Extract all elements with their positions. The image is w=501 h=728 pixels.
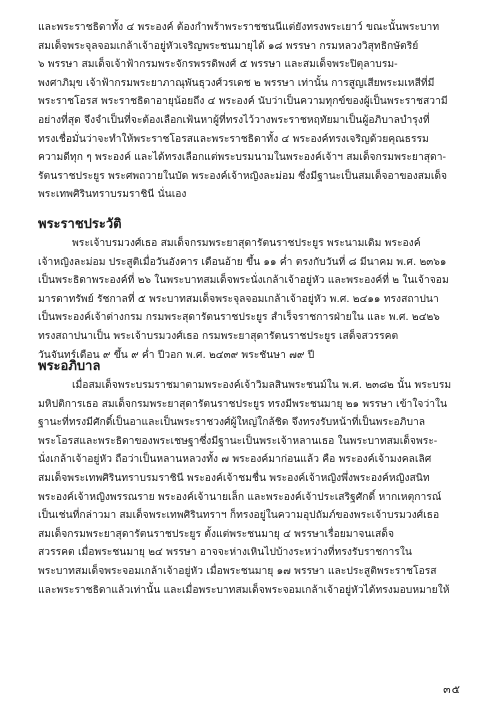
text-line: ทรงสถาปนาเป็น พระเจ้าบรมวงศ์เธอ กรมพระยาสุดารัตนราชประยูร เสด็จสวรรคต xyxy=(38,329,399,342)
page-number: ๓๕ xyxy=(443,683,461,696)
text-line: มารดาทรัพย์ รัชกาลที่ ๕ พระบาทสมเด็จพระจุลจอมเกล้าเจ้าอยู่หัว พ.ศ. ๒๔๑๑ ทรงสถาปนา xyxy=(38,292,439,305)
text-line: ๖ พรรษา สมเด็จเจ้าฟ้ากรมพระจักรพรรดิพงศ์ ๕ พรรษา และสมเด็จพระปิตุลาบรม- xyxy=(38,58,398,71)
text-line: สมเด็จกรมพระยาสุดารัตนราชประยูร ตั้งแต่พระชนมายุ ๔ พรรษาเรื่อยมาจนเสด็จ xyxy=(38,527,394,540)
text-line: ฐานะที่ทรงมีศักดิ์เป็นอาและเป็นพระราชวงศ์ผู้ใหญ่ใกล้ชิด จึงทรงรับหน้าที่เป็นพระอภิบาล xyxy=(38,416,426,429)
text-line: อย่างที่สุด จึงจำเป็นที่จะต้องเลือกเฟ้นหาผู้ที่ทรงไว้วางพระราชหฤทัยมาเป็นผู้อภิบาลบำรุงที่ xyxy=(38,113,430,126)
text-line: เป็นพระองค์เจ้าต่างกรม กรมพระสุดารัตนราชประยูร สำเร็จราชการฝ่ายใน และ พ.ศ. ๒๔๒๖ xyxy=(38,311,440,324)
text-line: เป็นเช่นที่กล่าวมา สมเด็จพระเทพศิรินทราฯ ก็ทรงอยู่ในความอุปถัมภ์ของพระเจ้าบรมวงศ์เธอ xyxy=(38,509,440,522)
text-line: ทรงเชื่อมั่นว่าจะทำให้พระราชโอรสและพระราชธิดาทั้ง ๔ พระองค์ทรงเจริญด้วยคุณธรรม xyxy=(38,132,429,145)
text-line: พระเทพศิรินทราบรมราชินี นั่นเอง xyxy=(38,188,187,201)
text-line: พงศาภิมุข เจ้าฟ้ากรมพระยาภาณุพันธุวงศ์วรเดช ๒ พรรษา เท่านั้น การสูญเสียพระมเหสีที่มี xyxy=(38,76,435,89)
text-line: และพระราชธิดาแล้วเท่านั้น และเมื่อพระบาทสมเด็จพระจอมเกล้าเจ้าอยู่หัวได้ทรงมอบหมายให้ xyxy=(38,583,450,596)
text-line: วันจันทร์เดือน ๙ ขึ้น ๙ ค่ำ ปีวอก พ.ศ. ๒๔๓๙ พระชันษา ๗๙ ปี xyxy=(38,348,315,361)
text-line: มหิปติการเธอ สมเด็จกรมพระยาสุดารัตนราชประยูร ทรงมีพระชนมายุ ๒๑ พรรษา เข้าใจว่าใน xyxy=(38,397,448,410)
intro-paragraph xyxy=(38,18,488,204)
guardianship-paragraph xyxy=(38,376,488,599)
text-line: พระโอรสและพระธิดาของพระเชษฐาซึ่งมีฐานะเป็นพระเจ้าหลานเธอ ในพระบาทสมเด็จพระ- xyxy=(38,434,438,447)
text-line: พระบาทสมเด็จพระจอมเกล้าเจ้าอยู่หัว เมื่อพระชนมายุ ๑๗ พรรษา และประสูติพระราชโอรส xyxy=(38,564,437,577)
text-line: พระเจ้าบรมวงศ์เธอ สมเด็จกรมพระยาสุดารัตนราชประยูร พระนามเดิม พระองค์ xyxy=(72,237,421,249)
text-line: สมเด็จพระจุลจอมเกล้าเจ้าอยู่หัวเจริญพระชนมายุได้ ๑๘ พรรษา กรมหลวงวิสุทธิกษัตริย์ xyxy=(38,39,419,52)
text-line: สมเด็จพระเทพศิรินทราบรมราชินี พระองค์เจ้าชมชื่น พระองค์เจ้าหญิงพึ่งพระองค์หญิงสนิท xyxy=(38,471,430,484)
text-line: สวรรคต เมื่อพระชนมายุ ๒๔ พรรษา อาจจะห่างเหินไปบ้างระหว่างที่ทรงรับราชการใน xyxy=(38,546,412,559)
section-heading-guardianship: พระอภิบาล xyxy=(38,359,101,374)
royal-biography-paragraph xyxy=(38,234,488,364)
text-line: พระราชโอรส พระราชธิดาอายุน้อยถึง ๔ พระองค์ นับว่าเป็นความทุกข์ของผู้เป็นพระราชสวามี xyxy=(38,95,448,108)
text-line: เป็นพระธิดาพระองค์ที่ ๒๖ ในพระบาทสมเด็จพระนั่งเกล้าเจ้าอยู่หัว และพระองค์ที่ ๒ ในเจ้าจอม xyxy=(38,274,449,287)
text-line: และพระราชธิดาทั้ง ๔ พระองค์ ต้องกำพร้าพระราชชนนีแต่ยังทรงพระเยาว์ ขณะนั้นพระบาท xyxy=(38,21,440,33)
text-line: เมื่อสมเด็จพระบรมราชมาตามพระองค์เจ้าวิมลสินพระชนม์ใน พ.ศ. ๒๓๘๒ นั้น พระบรม xyxy=(72,379,452,391)
text-line: พระองค์เจ้าหญิงพรรณราย พระองค์เจ้านายเล็ก และพระองค์เจ้าประเสริฐศักดิ์ หากเหตุการณ์ xyxy=(38,490,442,503)
text-line: นั่งเกล้าเจ้าอยู่หัว ถือว่าเป็นหลานหลวงทั้ง ๗ พระองค์มาก่อนแล้ว คือ พระองค์เจ้ามงคลเลิศ xyxy=(38,453,432,466)
text-line: ความดีทุก ๆ พระองค์ และได้ทรงเลือกแต่พระบรมนามในพระองค์เจ้าฯ สมเด็จกรมพระยาสุดา- xyxy=(38,151,446,164)
text-line: เจ้าหญิงละม่อม ประสูติเมื่อวันอังคาร เดือนอ้าย ขึ้น ๑๑ ค่ำ ตรงกับวันที่ ๘ มีนาคม พ.ศ. ๒๓๖๑ xyxy=(38,255,447,268)
section-heading-royal-biography: พระราชประวัติ xyxy=(38,217,122,232)
text-line: รัตนราชประยูร พระศพถวายในบัด พระองค์เจ้าหญิงละม่อม ซึ่งมีฐานะเป็นสมเด็จอาของสมเด็จ xyxy=(38,169,448,182)
